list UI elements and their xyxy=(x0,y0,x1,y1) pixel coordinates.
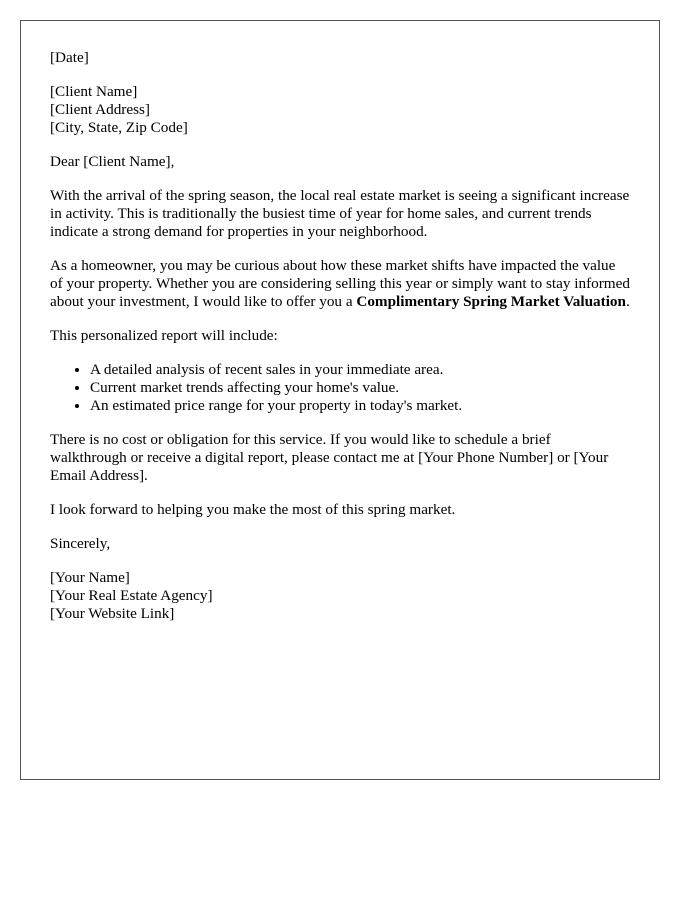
offer-end: . xyxy=(625,293,630,310)
offer-highlight: Complimentary Spring Market Valuation xyxy=(356,293,626,310)
signature-name: [Your Name] xyxy=(50,569,130,586)
salutation: Dear [Client Name], xyxy=(50,153,175,170)
list-item: • Current market trends affecting your home's value. xyxy=(90,379,630,397)
report-items-list xyxy=(50,361,630,415)
recipient-city-state-zip: [City, State, Zip Code] xyxy=(50,119,188,136)
signature-agency: [Your Real Estate Agency] xyxy=(50,587,213,604)
paragraph-market-activity: With the arrival of the spring season, the local real estate market is seeing a significant increase in activity. This is traditionally the busiest time of year for home sales, and current trends indicate a strong demand for properties in your neighborhood. xyxy=(50,187,630,240)
letter xyxy=(20,20,660,780)
recipient-name: [Client Name] xyxy=(50,83,138,100)
list-item: • A detailed analysis of recent sales in your immediate area. xyxy=(90,361,630,379)
signature-website: [Your Website Link] xyxy=(50,605,175,622)
paragraph-valuation-offer xyxy=(50,257,630,311)
report-intro: This personalized report will include: xyxy=(50,327,278,344)
signature-block xyxy=(50,569,630,623)
letter-date: [Date] xyxy=(50,49,89,66)
paragraph-contact: There is no cost or obligation for this service. If you would like to schedule a brief walkthrough or receive a digital report, please contact me at [Your Phone Number] or [Your Email Address]. xyxy=(50,431,609,484)
paragraph-closing-remark: I look forward to helping you make the most of this spring market. xyxy=(50,501,456,518)
recipient-block xyxy=(50,83,630,137)
closing: Sincerely, xyxy=(50,535,111,552)
recipient-address: [Client Address] xyxy=(50,101,150,118)
list-item: • An estimated price range for your property in today's market. xyxy=(90,397,630,415)
offer-text: As a homeowner, you may be curious about how these market shifts have impacted the value of your property. Whether you are considering selling this year or simply want to stay informed about your investment, I would like to offer you a xyxy=(50,257,630,310)
